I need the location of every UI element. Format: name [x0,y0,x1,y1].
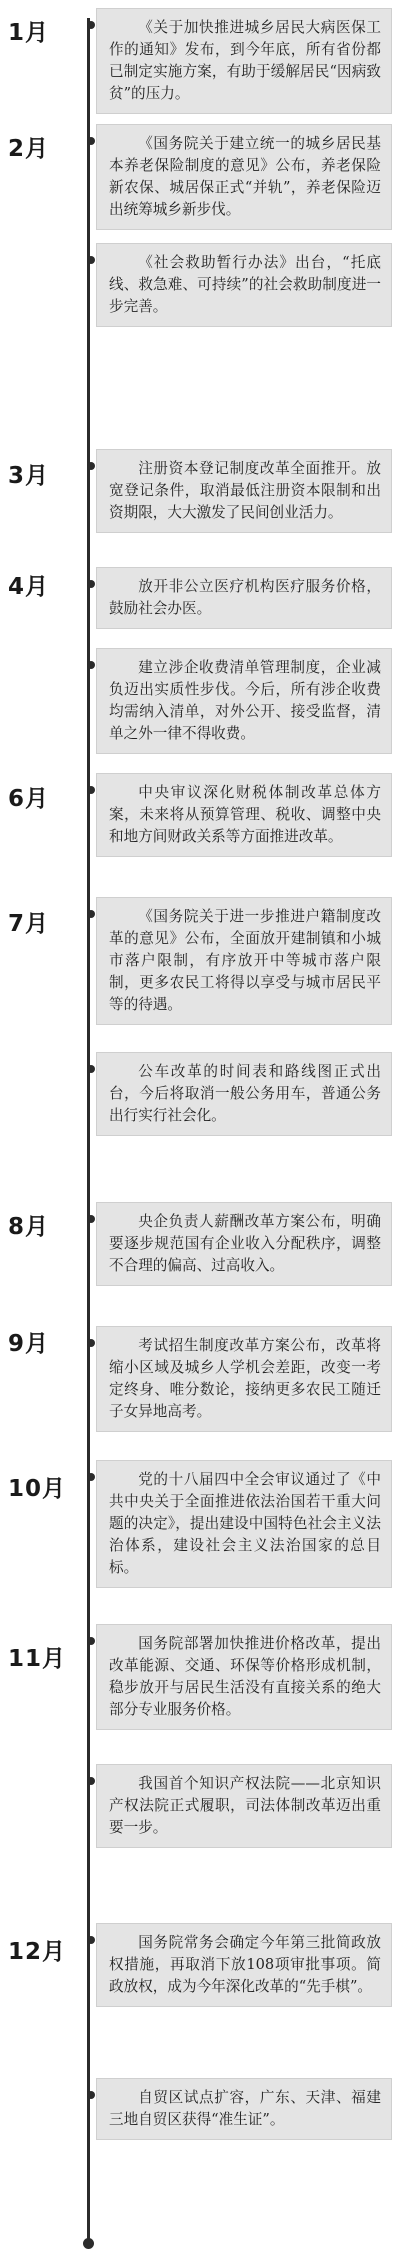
timeline-event [96,124,392,230]
event-text: 放开非公立医疗机构医疗服务价格，鼓励社会办医。 [109,578,381,617]
timeline-end-dot [83,2238,94,2249]
timeline-event [96,243,392,327]
event-text: 考试招生制度改革方案公布，改革将缩小区域及城乡人学机会差距，改变一考定终身、唯分数论，接纳更多农民工随迁子女异地高考。 [109,1337,381,1420]
timeline-event [96,773,392,857]
event-text: 自贸区试点扩容，广东、天津、福建三地自贸区获得“准生证”。 [109,2089,381,2128]
event-text: 国务院常务会确定今年第三批简政放权措施，再取消下放108项审批事项。简政放权，成为今年深化改革的“先手棋”。 [109,1934,381,1995]
timeline-event [96,1923,392,2007]
event-text: 中央审议深化财税体制改革总体方案，未来将从预算管理、税收、调整中央和地方间财政关系等方面推进改革。 [109,784,381,845]
month-label: 12月 [8,1939,67,1965]
month-label: 7月 [8,911,50,937]
event-text: 央企负责人薪酬改革方案公布，明确要逐步规范国有企业收入分配秩序，调整不合理的偏高、过高收入。 [109,1213,381,1274]
event-text: 公车改革的时间表和路线图正式出台，今后将取消一般公务用车，普通公务出行实行社会化。 [109,1063,381,1124]
timeline-event [96,1326,392,1432]
timeline-event [96,567,392,629]
timeline-event [96,1460,392,1588]
month-label: 6月 [8,786,50,812]
timeline-event [96,1052,392,1136]
event-text: 《国务院关于进一步推进户籍制度改革的意见》公布，全面放开建制镇和小城市落户限制，有序放开中等城市落户限制，更多农民工将得以享受与城市居民平等的待遇。 [109,908,381,1013]
timeline-event [96,2078,392,2140]
month-label: 1月 [8,20,50,46]
month-label: 3月 [8,463,50,489]
event-text: 注册资本登记制度改革全面推开。放宽登记条件，取消最低注册资本限制和出资期限，大大激发了民间创业活力。 [109,460,381,521]
event-text: 《社会救助暂行办法》出台，“托底线、救急难、可持续”的社会救助制度进一步完善。 [109,254,381,315]
timeline-event [96,897,392,1025]
event-text: 党的十八届四中全会审议通过了《中共中央关于全面推进依法治国若干重大问题的决定》，提出建设中国特色社会主义法治体系，建设社会主义法治国家的总目标。 [109,1471,381,1576]
event-text: 《国务院关于建立统一的城乡居民基本养老保险制度的意见》公布，养老保险新农保、城居保正式“并轨”，养老保险迈出统筹城乡新步伐。 [109,135,381,218]
event-text: 《关于加快推进城乡居民大病医保工作的通知》发布，到今年底，所有省份都已制定实施方案，有助于缓解居民“因病致贫”的压力。 [109,19,381,102]
event-text: 国务院部署加快推进价格改革，提出改革能源、交通、环保等价格形成机制，稳步放开与居民生活没有直接关系的绝大部分专业服务价格。 [109,1635,381,1718]
month-label: 10月 [8,1476,67,1502]
timeline-event [96,1202,392,1286]
timeline-event [96,8,392,114]
month-label: 8月 [8,1214,50,1240]
month-label: 11月 [8,1646,67,1672]
timeline-event [96,449,392,533]
event-text: 我国首个知识产权法院——北京知识产权法院正式履职，司法体制改革迈出重要一步。 [109,1775,381,1836]
month-label: 9月 [8,1331,50,1357]
month-label: 4月 [8,574,50,600]
timeline-event [96,1624,392,1730]
timeline-line [87,18,90,2243]
timeline-event [96,648,392,754]
event-text: 建立涉企收费清单管理制度，企业减负迈出实质性步伐。今后，所有涉企收费均需纳入清单，对外公开、接受监督，清单之外一律不得收费。 [109,659,381,742]
timeline-event [96,1764,392,1848]
month-label: 2月 [8,136,50,162]
